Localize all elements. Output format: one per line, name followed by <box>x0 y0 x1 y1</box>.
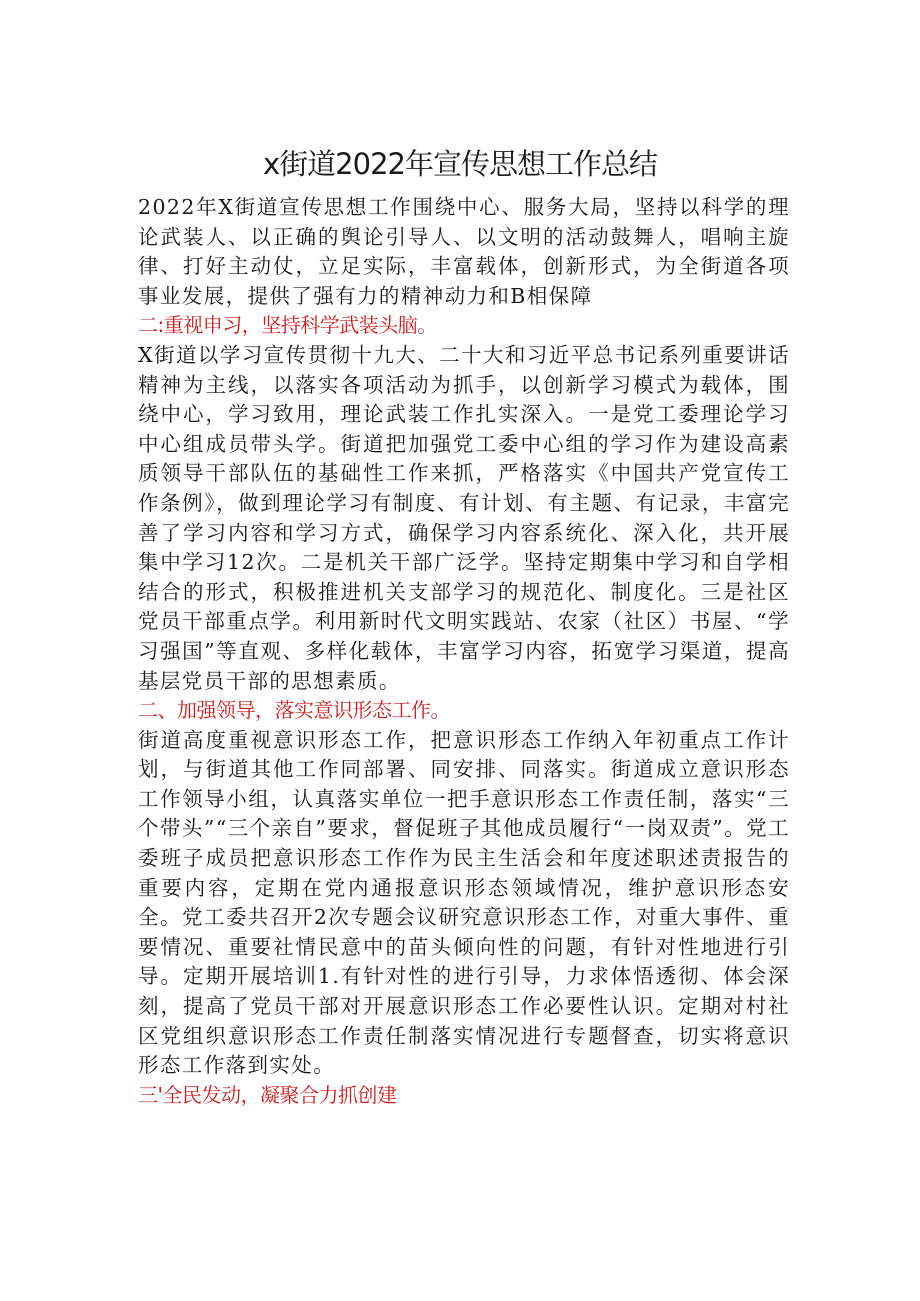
section-body-1: X街道以学习宣传贯彻十九大、二十大和习近平总书记系列重要讲话精神为主线，以落实各项活动为抓手，以创新学习模式为载体，围绕中心，学习致用，理论武装工作扎实深入。一是党工委理论学习中心组成员带头学。街道把加强党工委中心组的学习作为建设高素质领导干部队伍的基础性工作来抓，严格落实《中国共产党宣传工作条例》，做到理论学习有制度、有计划、有主题、有记录，丰富完善了学习内容和学习方式，确保学习内容系统化、深入化，共开展集中学习12次。二是机关干部广泛学。坚持定期集中学习和自学相结合的形式，积极推进机关支部学习的规范化、制度化。三是社区党员干部重点学。利用新时代文明实践站、农家（社区）书屋、“学习强国”等直观、多样化载体，丰富学习内容，拓宽学习渠道，提高基层党员干部的思想素质。 <box>138 342 790 693</box>
section-body-2: 街道高度重视意识形态工作，把意识形态工作纳入年初重点工作计划，与街道其他工作同部署、同安排、同落实。街道成立意识形态工作领导小组，认真落实单位一把手意识形态工作责任制，落实“三个带头”“三个亲自”要求，督促班子其他成员履行“一岗双责”。党工委班子成员把意识形态工作作为民主生活会和年度述职述责报告的重要内容，定期在党内通报意识形态领域情况，维护意识形态安全。党工委共召开2次专题会议研究意识形态工作，对重大事件、重要情况、重要社情民意中的苗头倾向性的问题，有针对性地进行引导。定期开展培训1.有针对性的进行引导，力求体悟透彻、体会深刻，提高了党员干部对开展意识形态工作必要性认识。定期对村社区党组织意识形态工作责任制落实情况进行专题督查，切实将意识形态工作落到实处。 <box>138 727 790 1078</box>
section-heading-3: 三'全民发动，凝聚合力抓创建 <box>138 1082 397 1107</box>
intro-paragraph: 2022年X街道宣传思想工作围绕中心、服务大局，坚持以科学的理论武装人、以正确的舆论引导人、以文明的活动鼓舞人，唱响主旋律、打好主动仗，立足实际，丰富载体，创新形式，为全街道各项事业发展，提供了强有力的精神动力和B相保障 <box>138 195 790 308</box>
document-body <box>138 193 790 1110</box>
section-heading-2: 二、加强领导，落实意识形态工作。 <box>138 698 450 723</box>
document-title: x街道2022年宣传思想工作总结 <box>263 147 657 181</box>
section-heading-1: 二:重视申习，坚持科学武装头脑。 <box>138 313 437 338</box>
